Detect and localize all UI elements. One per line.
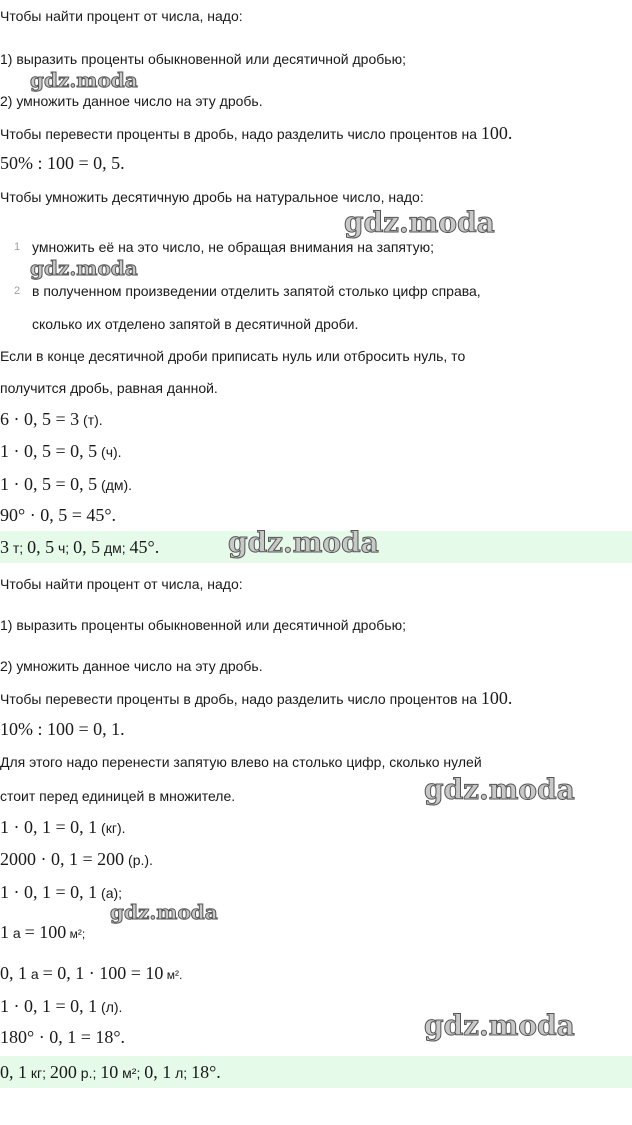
calc-unit: (дм).	[97, 477, 133, 493]
watermark-logo: gdz.moda	[424, 773, 575, 806]
calc-expression: 1 · 0, 1 = 0, 1	[0, 817, 98, 837]
calc-line	[0, 409, 103, 430]
calc-line	[0, 963, 182, 985]
calc-unit: а	[9, 925, 25, 941]
watermark-logo: gdz.moda	[110, 900, 218, 924]
watermark-logo: gdz.moda	[228, 526, 379, 559]
calc-line: 90° · 0, 5 = 45°.	[0, 505, 117, 525]
rule-text: Чтобы перевести проценты в дробь, надо разделить число процентов на	[0, 691, 481, 707]
answer-value: 0, 1	[144, 1062, 172, 1082]
calc-unit: м².	[163, 968, 183, 982]
calc-expression: 0, 1	[0, 963, 27, 983]
rule-step-1: 1) выразить проценты обыкновенной или десятичной дробью;	[0, 617, 406, 633]
list-number: 1	[14, 241, 21, 253]
rule-trailing-zero: Если в конце десятичной дроби приписать нуль или отбросить нуль, то	[0, 348, 466, 364]
answer-value: 10	[100, 1062, 119, 1082]
watermark-logo: gdz.moda	[424, 1009, 575, 1042]
watermark-logo: gdz.moda	[30, 68, 138, 92]
calc-line	[0, 882, 122, 903]
rule-decimal-step-2: в полученном произведении отделить запятой столько цифр справа,	[32, 283, 481, 299]
math-hundred: 100.	[480, 688, 513, 708]
answer-value: 45°.	[129, 537, 160, 557]
rule-text: Чтобы перевести проценты в дробь, надо разделить число процентов на	[0, 126, 481, 142]
calc-expression: 1 · 0, 1 = 0, 1	[0, 996, 98, 1016]
list-number: 2	[14, 285, 21, 297]
calc-line	[0, 849, 153, 870]
calc-line	[0, 922, 85, 944]
watermark-logo: gdz.moda	[30, 256, 138, 280]
rule-percent-of-number: Чтобы найти процент от числа, надо:	[0, 8, 243, 24]
calc-unit: (ч).	[97, 444, 122, 460]
answer-unit: дм;	[100, 540, 130, 556]
rule-step-2: 2) умножить данное число на эту дробь.	[0, 658, 263, 674]
rule-percent-of-number: Чтобы найти процент от числа, надо:	[0, 576, 243, 592]
calc-line	[0, 996, 122, 1017]
calc-unit: а	[27, 966, 43, 982]
rule-step-2: 2) умножить данное число на эту дробь.	[0, 93, 263, 109]
answer-value: 0, 5	[27, 537, 55, 557]
answer-value: 200	[49, 1062, 77, 1082]
answer-unit: кг;	[27, 1065, 50, 1081]
calc-line	[0, 441, 122, 462]
calc-expression: 1	[0, 922, 9, 942]
calc-line	[0, 474, 132, 495]
rule-percent-to-fraction	[0, 688, 512, 709]
answer-unit: т;	[9, 540, 28, 556]
calc-unit: м²;	[66, 927, 86, 941]
calc-unit: (р.).	[124, 852, 153, 868]
answer-box	[0, 1056, 632, 1088]
calc-percent-conversion: 10% : 100 = 0, 1.	[0, 719, 125, 739]
rule-multiply-decimal: Чтобы умножить десятичную дробь на натуральное число, надо:	[0, 189, 424, 205]
calc-expression: 1 · 0, 5 = 0, 5	[0, 474, 98, 494]
answer-value: 18°.	[191, 1062, 221, 1082]
calc-unit: (л).	[97, 999, 123, 1015]
rule-decimal-step-2-cont: сколько их отделено запятой в десятичной дроби.	[32, 316, 359, 332]
answer-unit: л;	[171, 1065, 192, 1081]
answer-unit: м²;	[118, 1065, 145, 1081]
rule-trailing-zero-cont: получится дробь, равная данной.	[0, 380, 218, 396]
rule-move-comma-cont: стоит перед единицей в множителе.	[0, 788, 236, 804]
calc-percent-conversion: 50% : 100 = 0, 5.	[0, 153, 125, 173]
calc-expression: 6 · 0, 5 = 3	[0, 409, 80, 429]
answer-value: 0, 1	[0, 1062, 27, 1082]
math-hundred: 100.	[480, 123, 513, 143]
calc-expression: 1 · 0, 5 = 0, 5	[0, 441, 98, 461]
answer-value: 0, 5	[73, 537, 101, 557]
answer-value: 3	[0, 537, 9, 557]
rule-move-comma: Для этого надо перенести запятую влево на столько цифр, сколько нулей	[0, 754, 482, 770]
answer-unit: р.;	[76, 1065, 101, 1081]
calc-unit: (а);	[97, 885, 123, 901]
calc-expression: 2000 · 0, 1 = 200	[0, 849, 125, 869]
calc-expression: = 100	[24, 922, 67, 942]
rule-step-1: 1) выразить проценты обыкновенной или десятичной дробью;	[0, 51, 406, 67]
calc-unit: (кг).	[97, 820, 126, 836]
calc-expression: 1 · 0, 1 = 0, 1	[0, 882, 98, 902]
answer-unit: ч;	[54, 540, 74, 556]
calc-line	[0, 817, 126, 838]
calc-unit: (т).	[79, 412, 103, 428]
calc-line: 180° · 0, 1 = 18°.	[0, 1027, 126, 1047]
rule-percent-to-fraction	[0, 123, 512, 144]
calc-expression: = 0, 1 · 100 = 10	[42, 963, 164, 983]
watermark-logo: gdz.moda	[344, 206, 495, 239]
rule-decimal-step-1: умножить её на это число, не обращая внимания на запятую;	[32, 239, 434, 255]
